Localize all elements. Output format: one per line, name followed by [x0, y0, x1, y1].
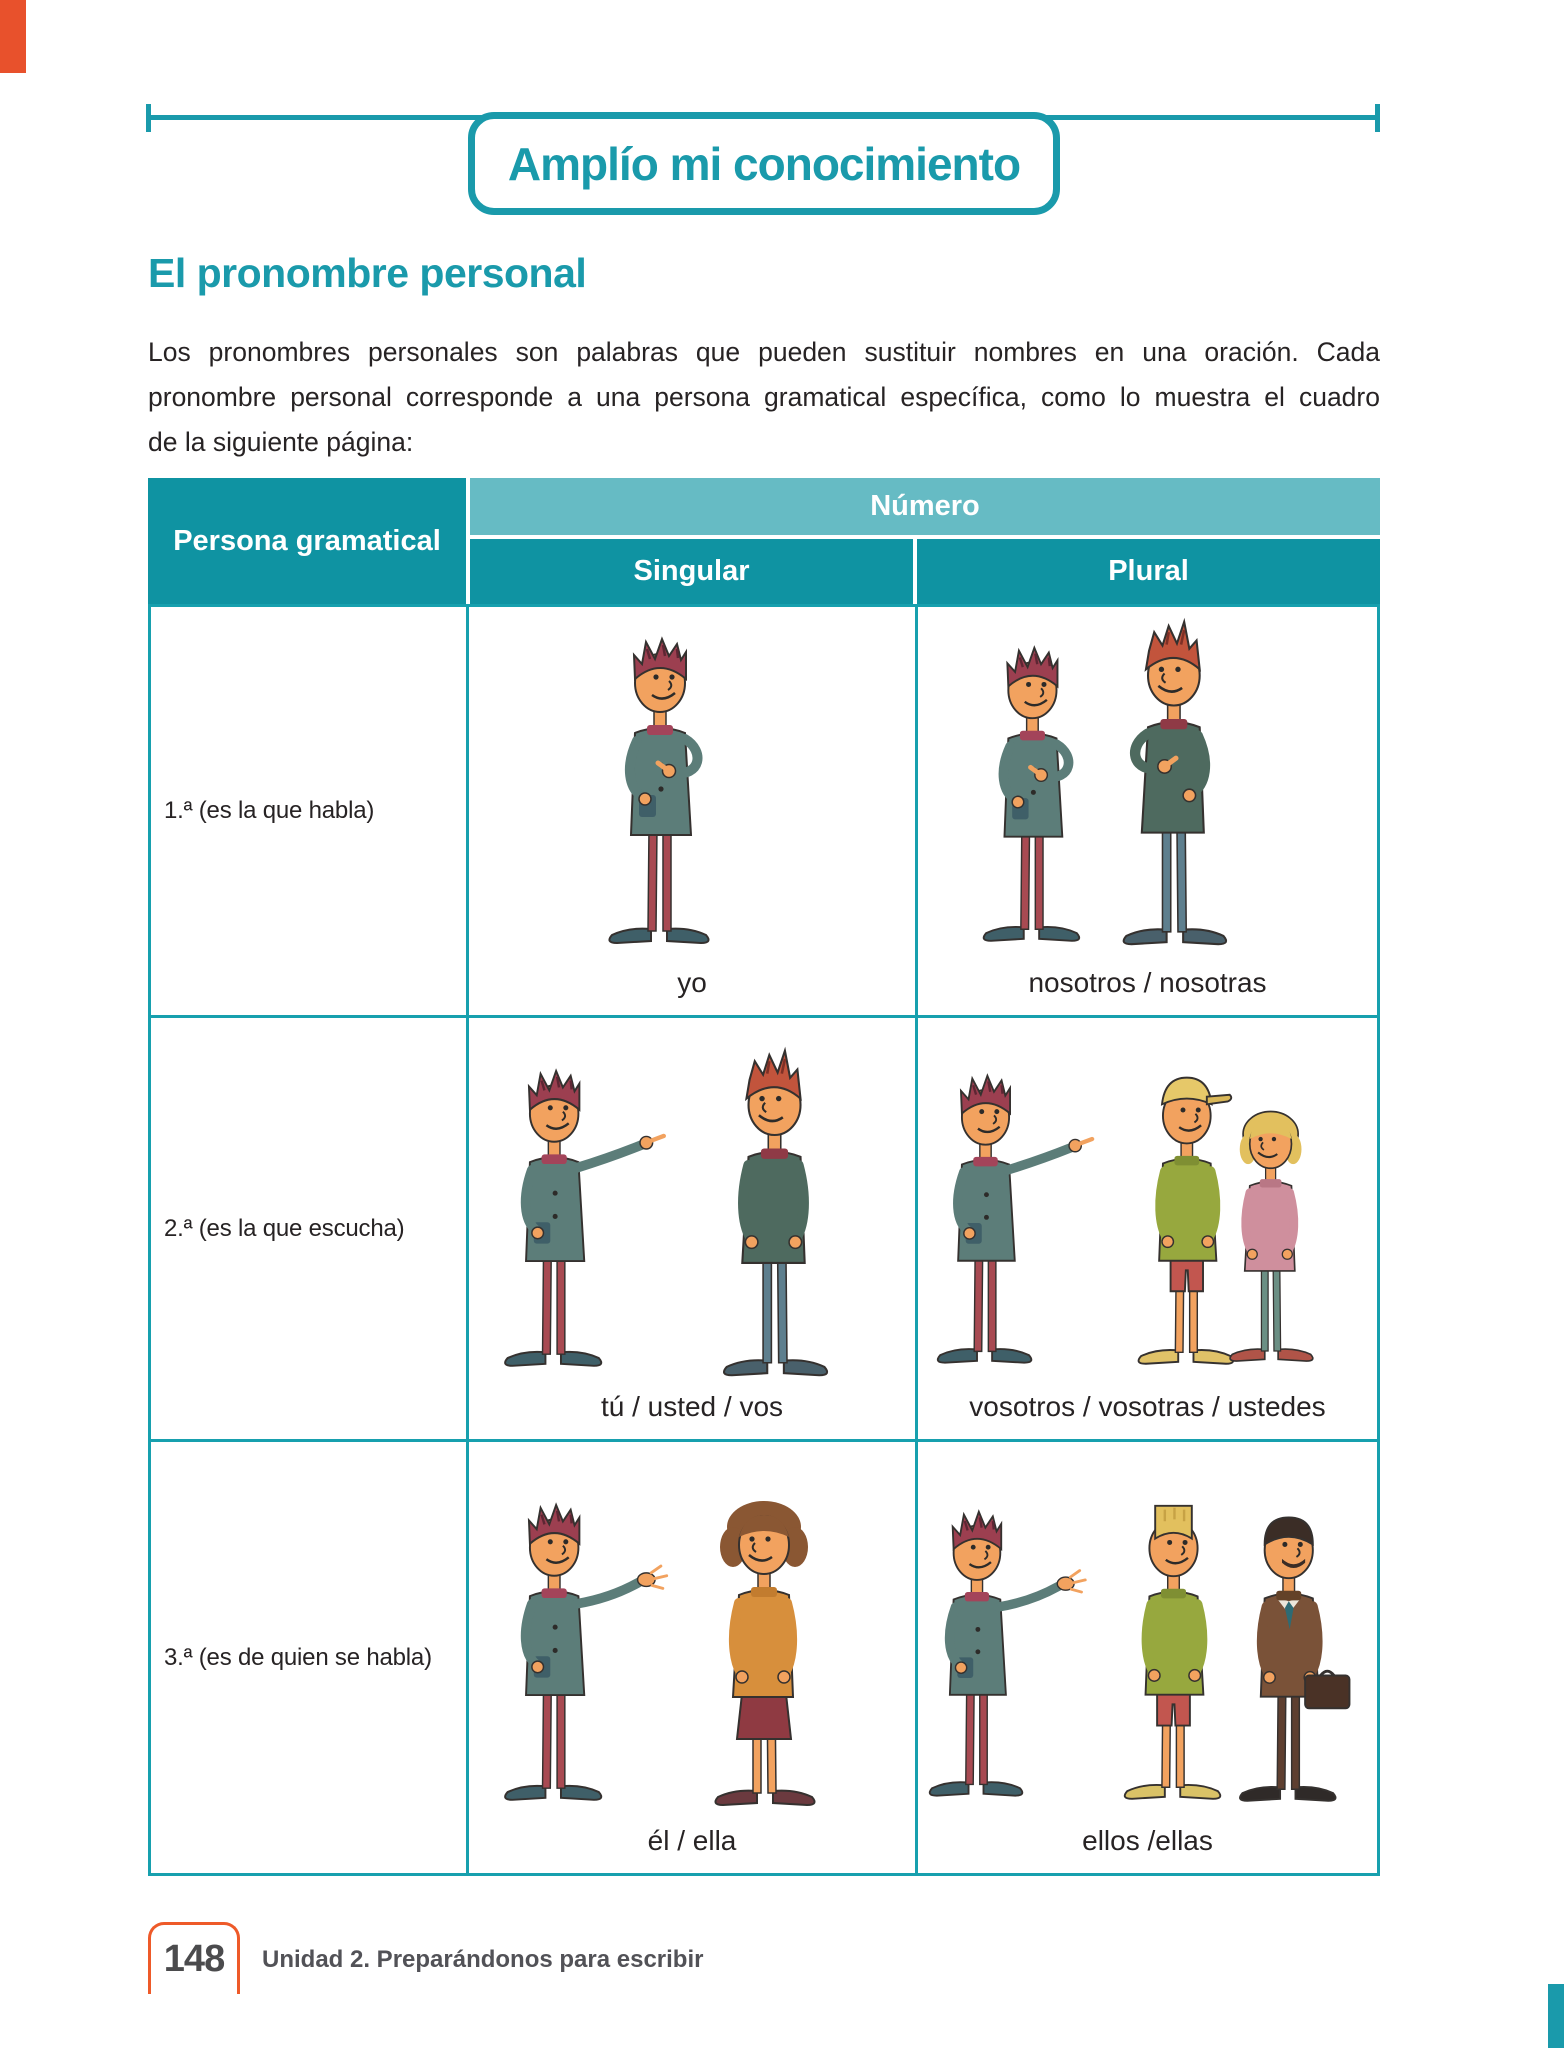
- row-label-third-person: 3.ª (es de quien se habla): [151, 1442, 469, 1873]
- section-banner: [468, 112, 1060, 215]
- cell-second-person-plural: [918, 1018, 1377, 1442]
- row-label-first-person: 1.ª (es la que habla): [151, 607, 469, 1018]
- cell-third-person-singular: [469, 1442, 918, 1873]
- caption-ellos-ellas: ellos /ellas: [1082, 1825, 1213, 1856]
- header-cell-persona-gramatical: Persona gramatical: [148, 478, 466, 604]
- boy-pointing-at-listener-illustration: [469, 1018, 915, 1391]
- header-cell-numero: Número: [470, 478, 1380, 535]
- cell-third-person-plural: [918, 1442, 1377, 1873]
- header-cell-singular: Singular: [470, 539, 913, 604]
- boy-pointing-at-group-illustration: [918, 1018, 1377, 1391]
- section-banner-title: Amplío mi conocimiento: [507, 137, 1021, 190]
- page-number: 148: [163, 1938, 225, 1980]
- page-edge-tab-top-left: [0, 0, 26, 73]
- rule-end-cap-left: [146, 104, 151, 132]
- page-number-box: [148, 1922, 240, 1994]
- caption-nosotros: nosotros / nosotras: [1028, 967, 1267, 998]
- pronoun-table-header: [148, 478, 1380, 604]
- rule-end-cap-right: [1375, 104, 1380, 132]
- boy-presenting-a-woman-illustration: [469, 1442, 915, 1825]
- caption-el-ella: él / ella: [647, 1825, 737, 1856]
- caption-vosotros-ustedes: vosotros / vosotras / ustedes: [969, 1391, 1326, 1422]
- paragraph-line: de la siguiente página:: [148, 427, 414, 457]
- header-cell-plural: Plural: [917, 539, 1380, 604]
- boy-presenting-two-men-illustration: [918, 1442, 1377, 1825]
- footer-unit-title: Unidad 2. Preparándonos para escribir: [262, 1946, 704, 1973]
- caption-yo: yo: [677, 967, 707, 998]
- page-edge-tab-bottom-right: [1548, 1984, 1564, 2048]
- paragraph-line: pronombre personal corresponde a una persona gramatical específica, como lo muestra el cuadro: [148, 382, 1380, 412]
- boy-pointing-to-himself-illustration: [469, 607, 915, 967]
- intro-paragraph: [148, 330, 1380, 465]
- cell-second-person-singular: [469, 1018, 918, 1442]
- row-label-second-person: 2.ª (es la que escucha): [151, 1018, 469, 1442]
- cell-first-person-singular: [469, 607, 918, 1018]
- two-boys-pointing-to-themselves-illustration: [918, 607, 1377, 967]
- cell-first-person-plural: [918, 607, 1377, 1018]
- caption-tu-usted-vos: tú / usted / vos: [600, 1391, 784, 1422]
- page-title: El pronombre personal: [148, 250, 587, 296]
- pronoun-table-body: [148, 604, 1380, 1876]
- paragraph-line: Los pronombres personales son palabras que pueden sustituir nombres en una oración. Cada: [148, 337, 1380, 367]
